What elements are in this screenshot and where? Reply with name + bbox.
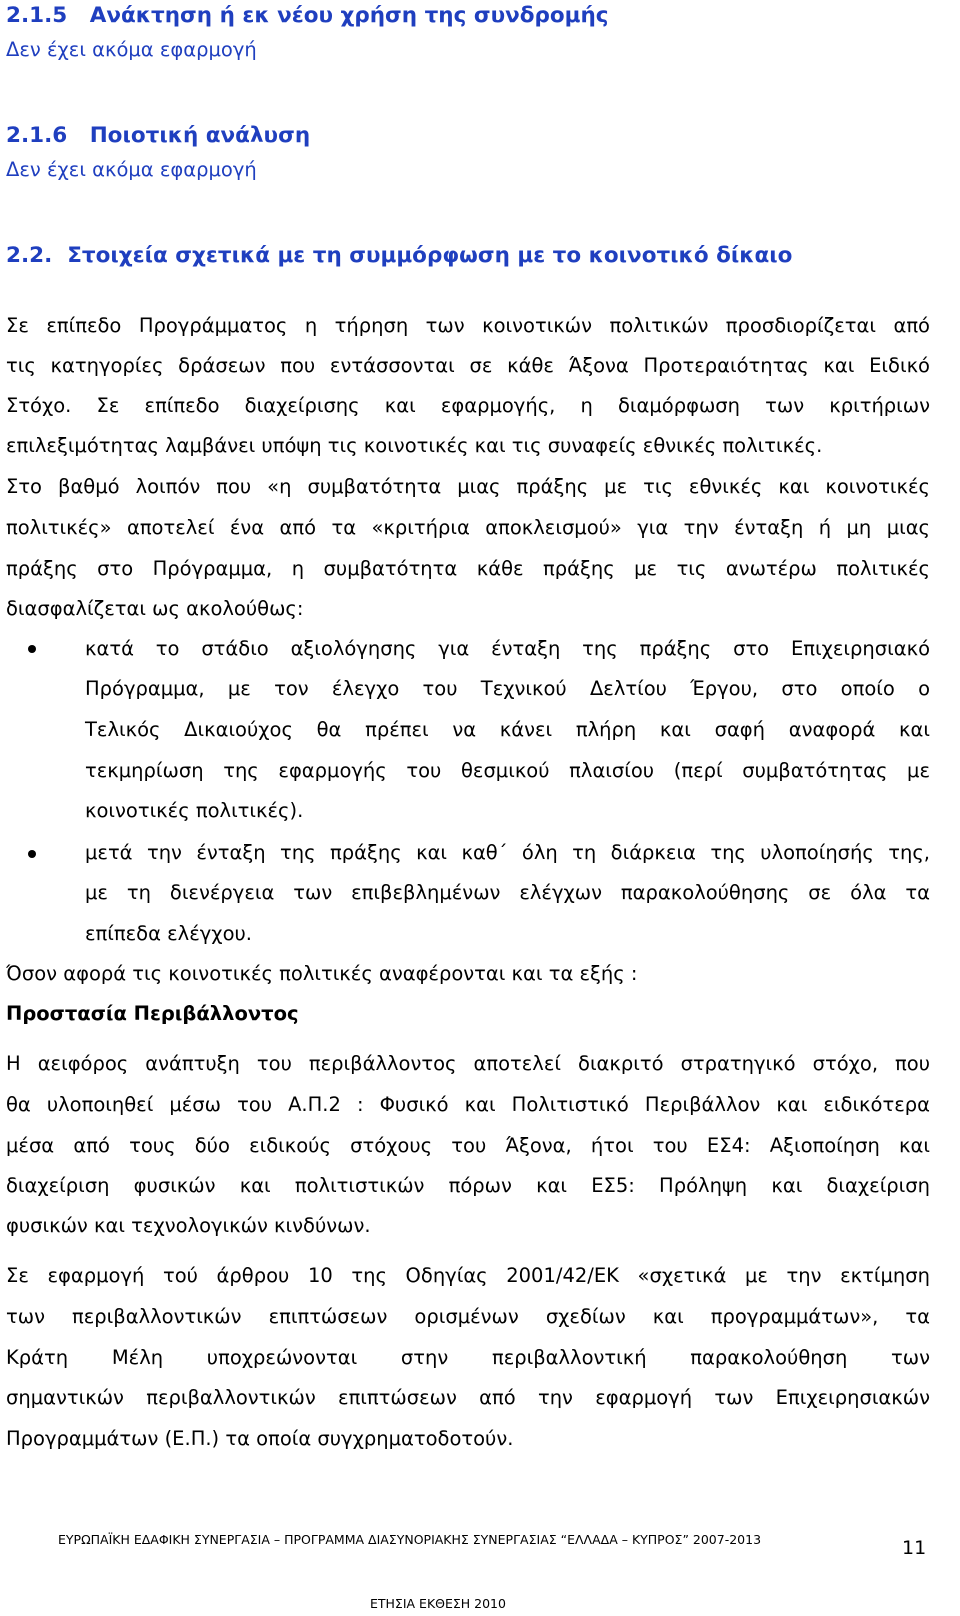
paragraph-line: διασφαλίζεται ως ακολούθως:	[6, 597, 304, 620]
section-number: 2.1.6	[6, 123, 68, 148]
footer-title: ΕΥΡΩΠΑΪΚΗ ΕΔΑΦΙΚΗ ΣΥΝΕΡΓΑΣΙΑ – ΠΡΟΓΡΑΜΜΑ ΔΙΑΣΥΝΟΡΙΑΚΗΣ ΣΥΝΕΡΓΑΣΙΑΣ “ΕΛΛΑΔΑ – ΚΥΠΡΟΣ” 2007-2013	[58, 1532, 762, 1547]
bullet-line: με τη διενέργεια των επιβεβλημένων ελέγχων παρακολούθησης σε όλα τα	[85, 881, 930, 904]
section-note: Δεν έχει ακόμα εφαρμογή	[6, 38, 257, 61]
bullet-line: μετά την ένταξη της πράξης και καθ΄ όλη τη διάρκεια της υλοποίησής της,	[85, 841, 930, 864]
paragraph-line: τις κατηγορίες δράσεων που εντάσσονται σε κάθε Άξονα Προτεραιότητας και Ειδικό	[6, 354, 930, 377]
section-number: 2.1.5	[6, 3, 68, 28]
paragraph-line: διαχείριση φυσικών και πολιτιστικών πόρων και ΕΣ5: Πρόληψη και διαχείριση	[6, 1174, 930, 1197]
paragraph-line: πολιτικές» αποτελεί ένα από τα «κριτήρια αποκλεισμού» για την ένταξη ή μη μιας	[6, 516, 930, 539]
paragraph-line: πράξης στο Πρόγραμμα, η συμβατότητα κάθε πράξης με τις ανωτέρω πολιτικές	[6, 557, 930, 580]
paragraph-line: θα υλοποιηθεί μέσω του Α.Π.2 : Φυσικό και Πολιτιστικό Περιβάλλον και ειδικότερα	[6, 1093, 930, 1116]
section-number: 2.2.	[6, 243, 53, 268]
section-heading-2-2	[6, 244, 930, 268]
paragraph-line: Σε εφαρμογή τού άρθρου 10 της Οδηγίας 2001/42/ΕΚ «σχετικά με την εκτίμηση	[6, 1264, 930, 1287]
bullet-dot	[28, 645, 36, 653]
paragraph-line: Στόχο. Σε επίπεδο διαχείρισης και εφαρμογής, η διαμόρφωση των κριτήριων	[6, 394, 930, 417]
paragraph-line: Στο βαθμό λοιπόν που «η συμβατότητα μιας πράξης με τις εθνικές και κοινοτικές	[6, 475, 930, 498]
bullet-dot	[28, 850, 36, 858]
bullet-line: κοινοτικές πολιτικές).	[85, 799, 304, 822]
paragraph-line: των περιβαλλοντικών επιπτώσεων ορισμένων σχεδίων και προγραμμάτων», τα	[6, 1305, 930, 1328]
section-title: Ανάκτηση ή εκ νέου χρήση της συνδρομής	[89, 3, 609, 28]
section-title: Στοιχεία σχετικά με τη συμμόρφωση με το κοινοτικό δίκαιο	[67, 243, 793, 268]
paragraph-line: σημαντικών περιβαλλοντικών επιπτώσεων από την εφαρμογή των Επιχειρησιακών	[6, 1386, 930, 1409]
paragraph-line: επιλεξιμότητας λαμβάνει υπόψη τις κοινοτικές και τις συναφείς εθνικές πολιτικές.	[6, 434, 823, 457]
bullet-line: κατά το στάδιο αξιολόγησης για ένταξη της πράξης στο Επιχειρησιακό	[85, 637, 930, 660]
bullet-line: Πρόγραμμα, με τον έλεγχο του Τεχνικού Δελτίου Έργου, στο οποίο ο	[85, 677, 930, 700]
section-note: Δεν έχει ακόμα εφαρμογή	[6, 158, 257, 181]
bullet-line: επίπεδα ελέγχου.	[85, 922, 252, 945]
section-heading-2-1-5	[6, 4, 930, 28]
paragraph-line: φυσικών και τεχνολογικών κινδύνων.	[6, 1214, 371, 1237]
subheading: Προστασία Περιβάλλοντος	[6, 1002, 299, 1025]
paragraph-line: Κράτη Μέλη υποχρεώνονται στην περιβαλλοντική παρακολούθηση των	[6, 1346, 930, 1369]
paragraph-line: Σε επίπεδο Προγράμματος η τήρηση των κοινοτικών πολιτικών προσδιορίζεται από	[6, 314, 930, 337]
section-heading-2-1-6	[6, 124, 930, 148]
paragraph-line: Όσον αφορά τις κοινοτικές πολιτικές αναφέρονται και τα εξής :	[6, 962, 638, 985]
bullet-line: Τελικός Δικαιούχος θα πρέπει να κάνει πλήρη και σαφή αναφορά και	[85, 718, 930, 741]
paragraph-line: Προγραμμάτων (Ε.Π.) τα οποία συγχρηματοδοτούν.	[6, 1427, 514, 1450]
section-title: Ποιοτική ανάλυση	[89, 123, 311, 148]
page-number: 11	[902, 1537, 927, 1559]
footer-subtitle: ΕΤΗΣΙΑ ΕΚΘΕΣΗ 2010	[370, 1596, 506, 1611]
bullet-line: τεκμηρίωση της εφαρμογής του θεσμικού πλαισίου (περί συμβατότητας με	[85, 759, 930, 782]
paragraph-line: Η αειφόρος ανάπτυξη του περιβάλλοντος αποτελεί διακριτό στρατηγικό στόχο, που	[6, 1052, 930, 1075]
paragraph-line: μέσα από τους δύο ειδικούς στόχους του Άξονα, ήτοι του ΕΣ4: Αξιοποίηση και	[6, 1134, 930, 1157]
